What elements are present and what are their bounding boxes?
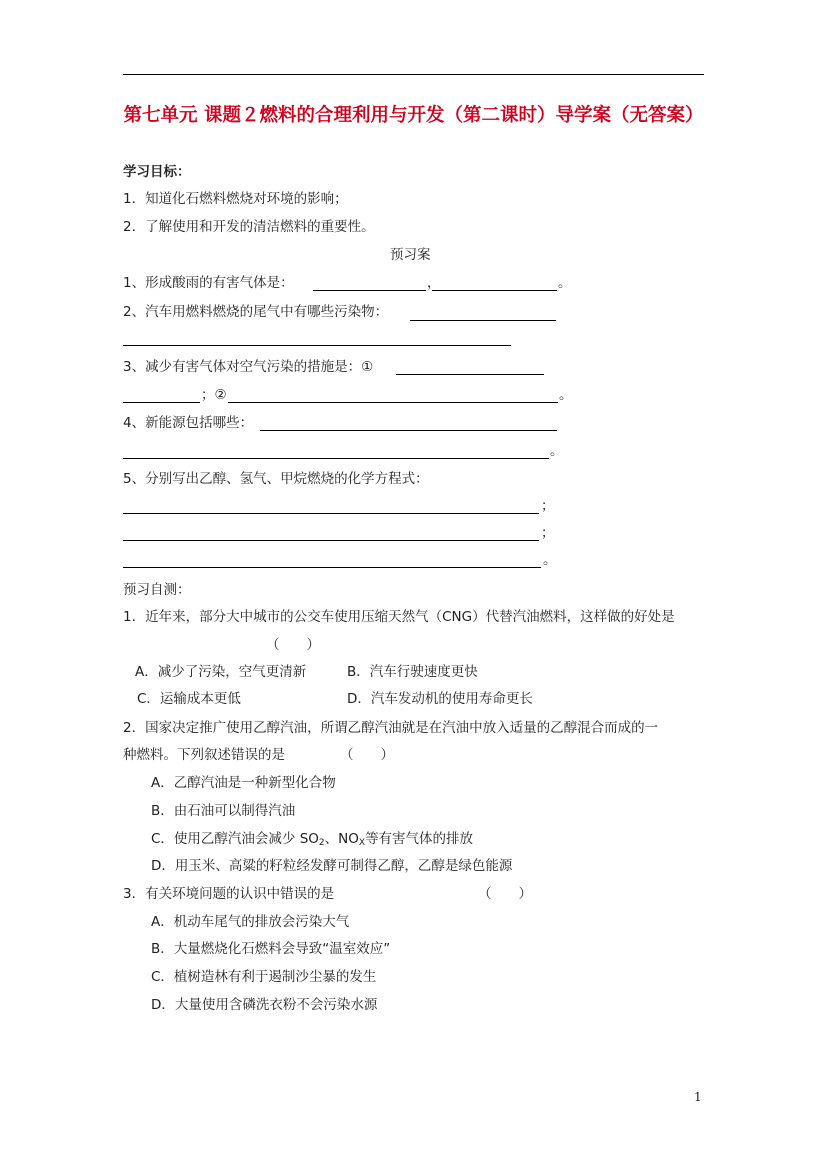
answer-blank bbox=[228, 402, 558, 403]
answer-blank bbox=[123, 402, 200, 403]
option-d: D．汽车发动机的使用寿命更长 bbox=[347, 691, 533, 707]
preview-q5-end: 。 bbox=[543, 552, 557, 568]
answer-blank bbox=[396, 374, 544, 375]
preview-q1-sep: ， bbox=[427, 275, 441, 291]
answer-blank bbox=[260, 430, 557, 431]
answer-blank bbox=[432, 290, 557, 291]
preview-q3-end: 。 bbox=[559, 387, 573, 403]
preview-q1-text: 1、形成酸雨的有害气体是： bbox=[123, 275, 294, 291]
preview-q5-end: ； bbox=[541, 525, 555, 541]
answer-blank bbox=[313, 290, 426, 291]
answer-blank bbox=[123, 540, 539, 541]
subscript: 2 bbox=[318, 838, 325, 848]
preview-q3-sep: ；② bbox=[201, 387, 227, 403]
question-stem: 1．近年来，部分大中城市的公交车使用压缩天然气（CNG）代替汽油燃料，这样做的好处是 bbox=[123, 609, 675, 625]
answer-blank bbox=[123, 345, 511, 346]
answer-parenthesis: （ ） bbox=[478, 886, 532, 902]
preview-heading: 预习案 bbox=[390, 247, 431, 263]
option-d: D．用玉米、高粱的籽粒经发酵可制得乙醇，乙醇是绿色能源 bbox=[151, 858, 513, 874]
question-stem: 2．国家决定推广使用乙醇汽油，所谓乙醇汽油就是在汽油中放入适量的乙醇混合而成的一 bbox=[123, 720, 659, 736]
answer-blank bbox=[123, 513, 539, 514]
preview-q1-end: 。 bbox=[558, 275, 572, 291]
answer-parenthesis: （ ） bbox=[340, 747, 394, 763]
option-a: A．减少了污染，空气更清新 bbox=[135, 664, 307, 680]
option-a: A．乙醇汽油是一种新型化合物 bbox=[151, 775, 336, 791]
selftest-heading: 预习自测： bbox=[123, 582, 191, 598]
answer-blank bbox=[123, 567, 541, 568]
answer-blank bbox=[410, 320, 556, 321]
objectives-heading: 学习目标： bbox=[123, 164, 191, 180]
document-title: 第七单元 课题２燃料的合理利用与开发（第二课时）导学案（无答案） bbox=[123, 105, 704, 126]
option-d: D．大量使用含磷洗衣粉不会污染水源 bbox=[151, 997, 378, 1013]
option-c bbox=[151, 830, 473, 852]
option-b: B．由石油可以制得汽油 bbox=[151, 803, 296, 819]
objective-item: 2．了解使用和开发的清洁燃料的重要性。 bbox=[123, 219, 375, 235]
option-c-text: C．使用乙醇汽油会减少 SO bbox=[151, 831, 319, 847]
objective-item: 1．知道化石燃料燃烧对环境的影响； bbox=[123, 191, 348, 207]
option-c: C．植树造林有利于遏制沙尘暴的发生 bbox=[151, 969, 377, 985]
option-b: B．大量燃烧化石燃料会导致“温室效应” bbox=[151, 941, 391, 957]
answer-parenthesis: （ ） bbox=[266, 637, 320, 653]
subscript: X bbox=[358, 838, 366, 848]
preview-q5-text: 5、分别写出乙醇、氢气、甲烷燃烧的化学方程式： bbox=[123, 471, 429, 487]
answer-blank bbox=[123, 458, 549, 459]
preview-q5-end: ； bbox=[541, 498, 555, 514]
preview-q4-end: 。 bbox=[550, 443, 564, 459]
option-c-text: 等有害气体的排放 bbox=[365, 831, 474, 847]
option-b: B．汽车行驶速度更快 bbox=[347, 664, 478, 680]
page-number: 1 bbox=[694, 1090, 702, 1104]
option-c-text: 、NO bbox=[324, 831, 359, 847]
option-c: C．运输成本更低 bbox=[137, 691, 241, 707]
preview-q4-text: 4、新能源包括哪些： bbox=[123, 415, 254, 431]
question-stem: 种燃料。下列叙述错误的是 bbox=[123, 747, 285, 763]
option-a: A．机动车尾气的排放会污染大气 bbox=[151, 914, 350, 930]
question-stem: 3．有关环境问题的认识中错误的是 bbox=[123, 886, 335, 902]
preview-q2-text: 2、汽车用燃料燃烧的尾气中有哪些污染物： bbox=[123, 304, 389, 320]
header-rule bbox=[123, 74, 704, 75]
preview-q3-text: 3、减少有害气体对空气污染的措施是：① bbox=[123, 359, 374, 375]
